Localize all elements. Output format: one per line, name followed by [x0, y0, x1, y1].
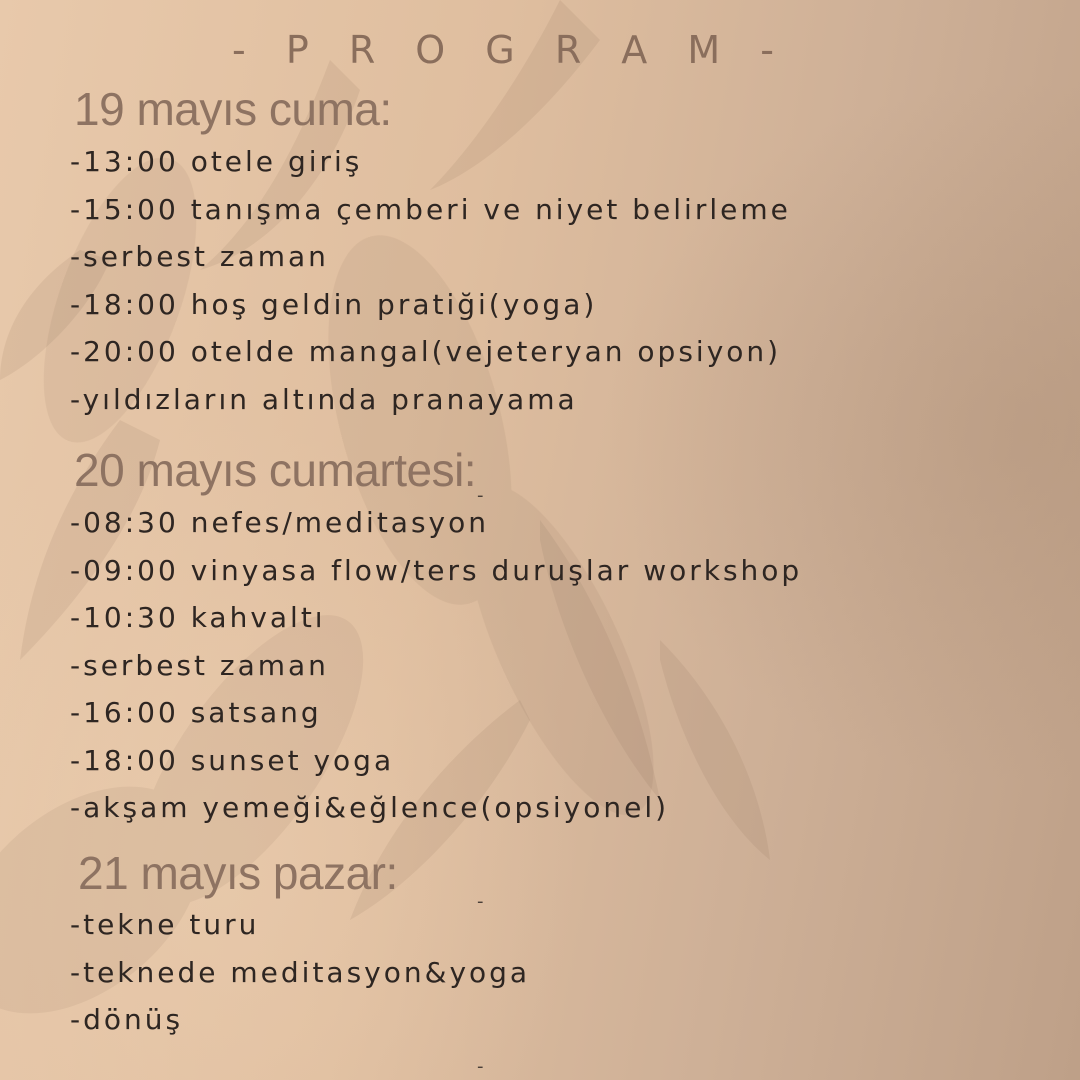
day-heading-3: 21 mayıs pazar:	[78, 847, 398, 899]
day-heading-1: 19 mayıs cuma:	[74, 83, 392, 135]
page-title: - P R O G R A M -	[232, 28, 788, 72]
stray-dash: -	[477, 485, 484, 506]
schedule-item: -10:30 kahvaltı	[70, 601, 326, 634]
schedule-item: -13:00 otele giriş	[70, 145, 363, 178]
schedule-item: -akşam yemeği&eğlence(opsiyonel)	[70, 791, 670, 824]
day-2-schedule	[70, 499, 802, 832]
schedule-item: -09:00 vinyasa flow/ters duruşlar workshop	[70, 553, 803, 587]
schedule-item: -yıldızların altında pranayama	[70, 382, 578, 416]
stray-dash: -	[477, 1056, 484, 1077]
day-heading-2: 20 mayıs cumartesi:	[74, 444, 477, 496]
schedule-item: -15:00 tanışma çemberi ve niyet belirleme	[70, 192, 791, 226]
schedule-item: -20:00 otelde mangal(vejeteryan opsiyon)	[70, 335, 782, 368]
schedule-item: -serbest zaman	[70, 648, 329, 682]
schedule-item: -16:00 satsang	[70, 696, 322, 729]
schedule-item: -08:30 nefes/meditasyon	[70, 506, 489, 539]
schedule-item: -dönüş	[70, 1003, 184, 1036]
schedule-item: -18:00 sunset yoga	[70, 743, 395, 777]
stray-dash: -	[477, 891, 484, 912]
day-1-schedule	[70, 138, 791, 423]
day-3-schedule	[70, 901, 530, 1044]
schedule-item: -18:00 hoş geldin pratiği(yoga)	[70, 287, 598, 321]
schedule-item: -tekne turu	[70, 908, 260, 941]
schedule-item: -teknede meditasyon&yoga	[70, 955, 531, 989]
schedule-item: -serbest zaman	[70, 240, 329, 273]
